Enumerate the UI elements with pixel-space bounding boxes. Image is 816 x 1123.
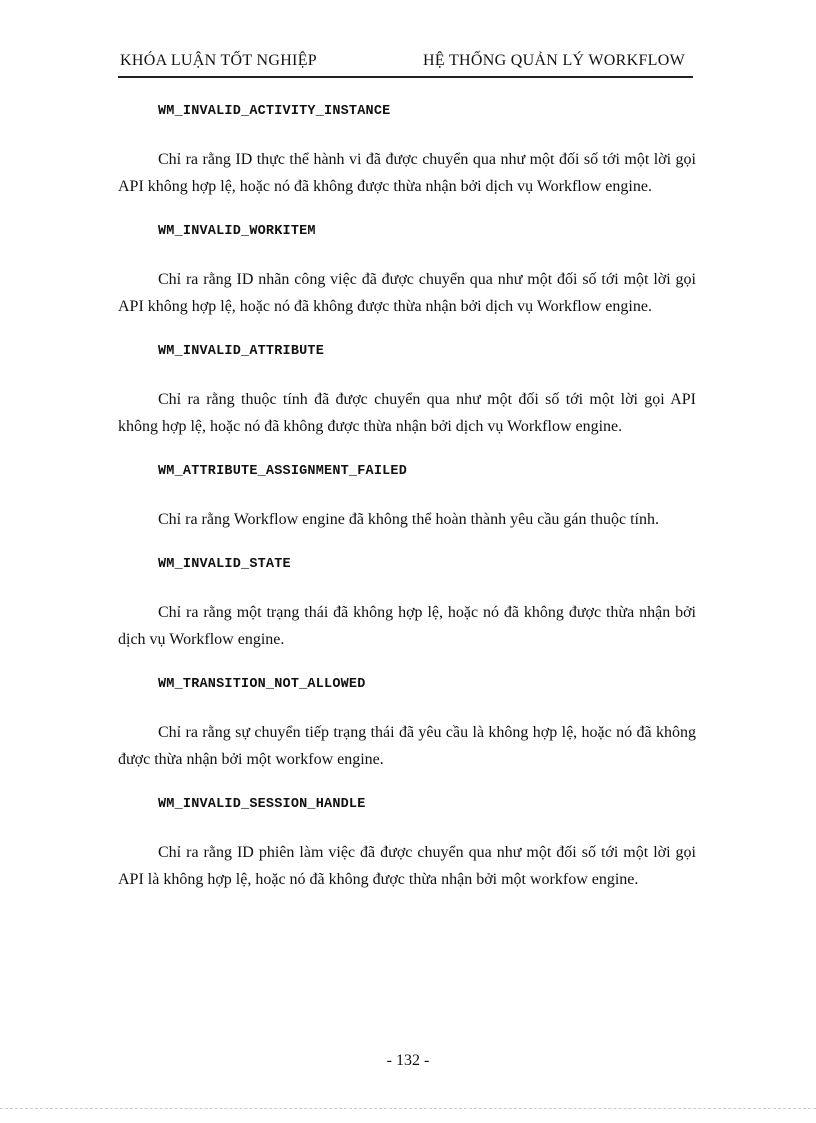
document-body: [118, 102, 696, 893]
error-code-entry: [118, 102, 696, 200]
error-code-title: WM_INVALID_ACTIVITY_INSTANCE: [158, 104, 391, 119]
page-number: - 132 -: [386, 1052, 430, 1069]
error-code-title: WM_INVALID_WORKITEM: [158, 224, 316, 239]
error-code-entry: [118, 462, 696, 533]
error-code-description: Chỉ ra rằng ID phiên làm việc đã được chuyển qua như một đối số tới một lời gọi API là không hợp lệ, hoặc nó đã không được thừa nhận bởi một workfow engine.: [118, 844, 696, 888]
error-code-title: WM_INVALID_ATTRIBUTE: [158, 344, 325, 359]
error-code-description: Chỉ ra rằng thuộc tính đã được chuyển qua như một đối số tới một lời gọi API không hợp lệ, hoặc nó đã không được thừa nhận bởi dịch vụ Workflow engine.: [118, 391, 696, 435]
error-code-title: WM_INVALID_STATE: [158, 557, 291, 572]
header-thesis-title: KHÓA LUẬN TỐT NGHIỆP: [120, 52, 317, 69]
error-code-entry: [118, 795, 696, 893]
error-code-description: Chỉ ra rằng sự chuyển tiếp trạng thái đã yêu cầu là không hợp lệ, hoặc nó đã không được thừa nhận bởi một workfow engine.: [118, 724, 696, 768]
error-code-description: Chỉ ra rằng ID thực thể hành vi đã được chuyển qua như một đối số tới một lời gọi API không hợp lệ, hoặc nó đã không được thừa nhận bởi dịch vụ Workflow engine.: [118, 151, 696, 195]
header-system-title: HỆ THỐNG QUẢN LÝ WORKFLOW: [423, 52, 685, 69]
error-code-title: WM_ATTRIBUTE_ASSIGNMENT_FAILED: [158, 464, 408, 479]
error-code-title: WM_INVALID_SESSION_HANDLE: [158, 797, 366, 812]
error-code-title: WM_TRANSITION_NOT_ALLOWED: [158, 677, 366, 692]
error-code-entry: [118, 555, 696, 653]
error-code-entry: [118, 222, 696, 320]
error-code-entry: [118, 342, 696, 440]
page-bottom-divider: [0, 1108, 816, 1109]
error-code-entry: [118, 675, 696, 773]
error-code-description: Chỉ ra rằng Workflow engine đã không thể hoàn thành yêu cầu gán thuộc tính.: [158, 511, 659, 528]
page-header: [118, 50, 693, 78]
error-code-description: Chỉ ra rằng ID nhãn công việc đã được chuyển qua như một đối số tới một lời gọi API không hợp lệ, hoặc nó đã không được thừa nhận bởi dịch vụ Workflow engine.: [118, 271, 696, 315]
error-code-description: Chỉ ra rằng một trạng thái đã không hợp lệ, hoặc nó đã không được thừa nhận bởi dịch vụ Workflow engine.: [118, 604, 696, 648]
